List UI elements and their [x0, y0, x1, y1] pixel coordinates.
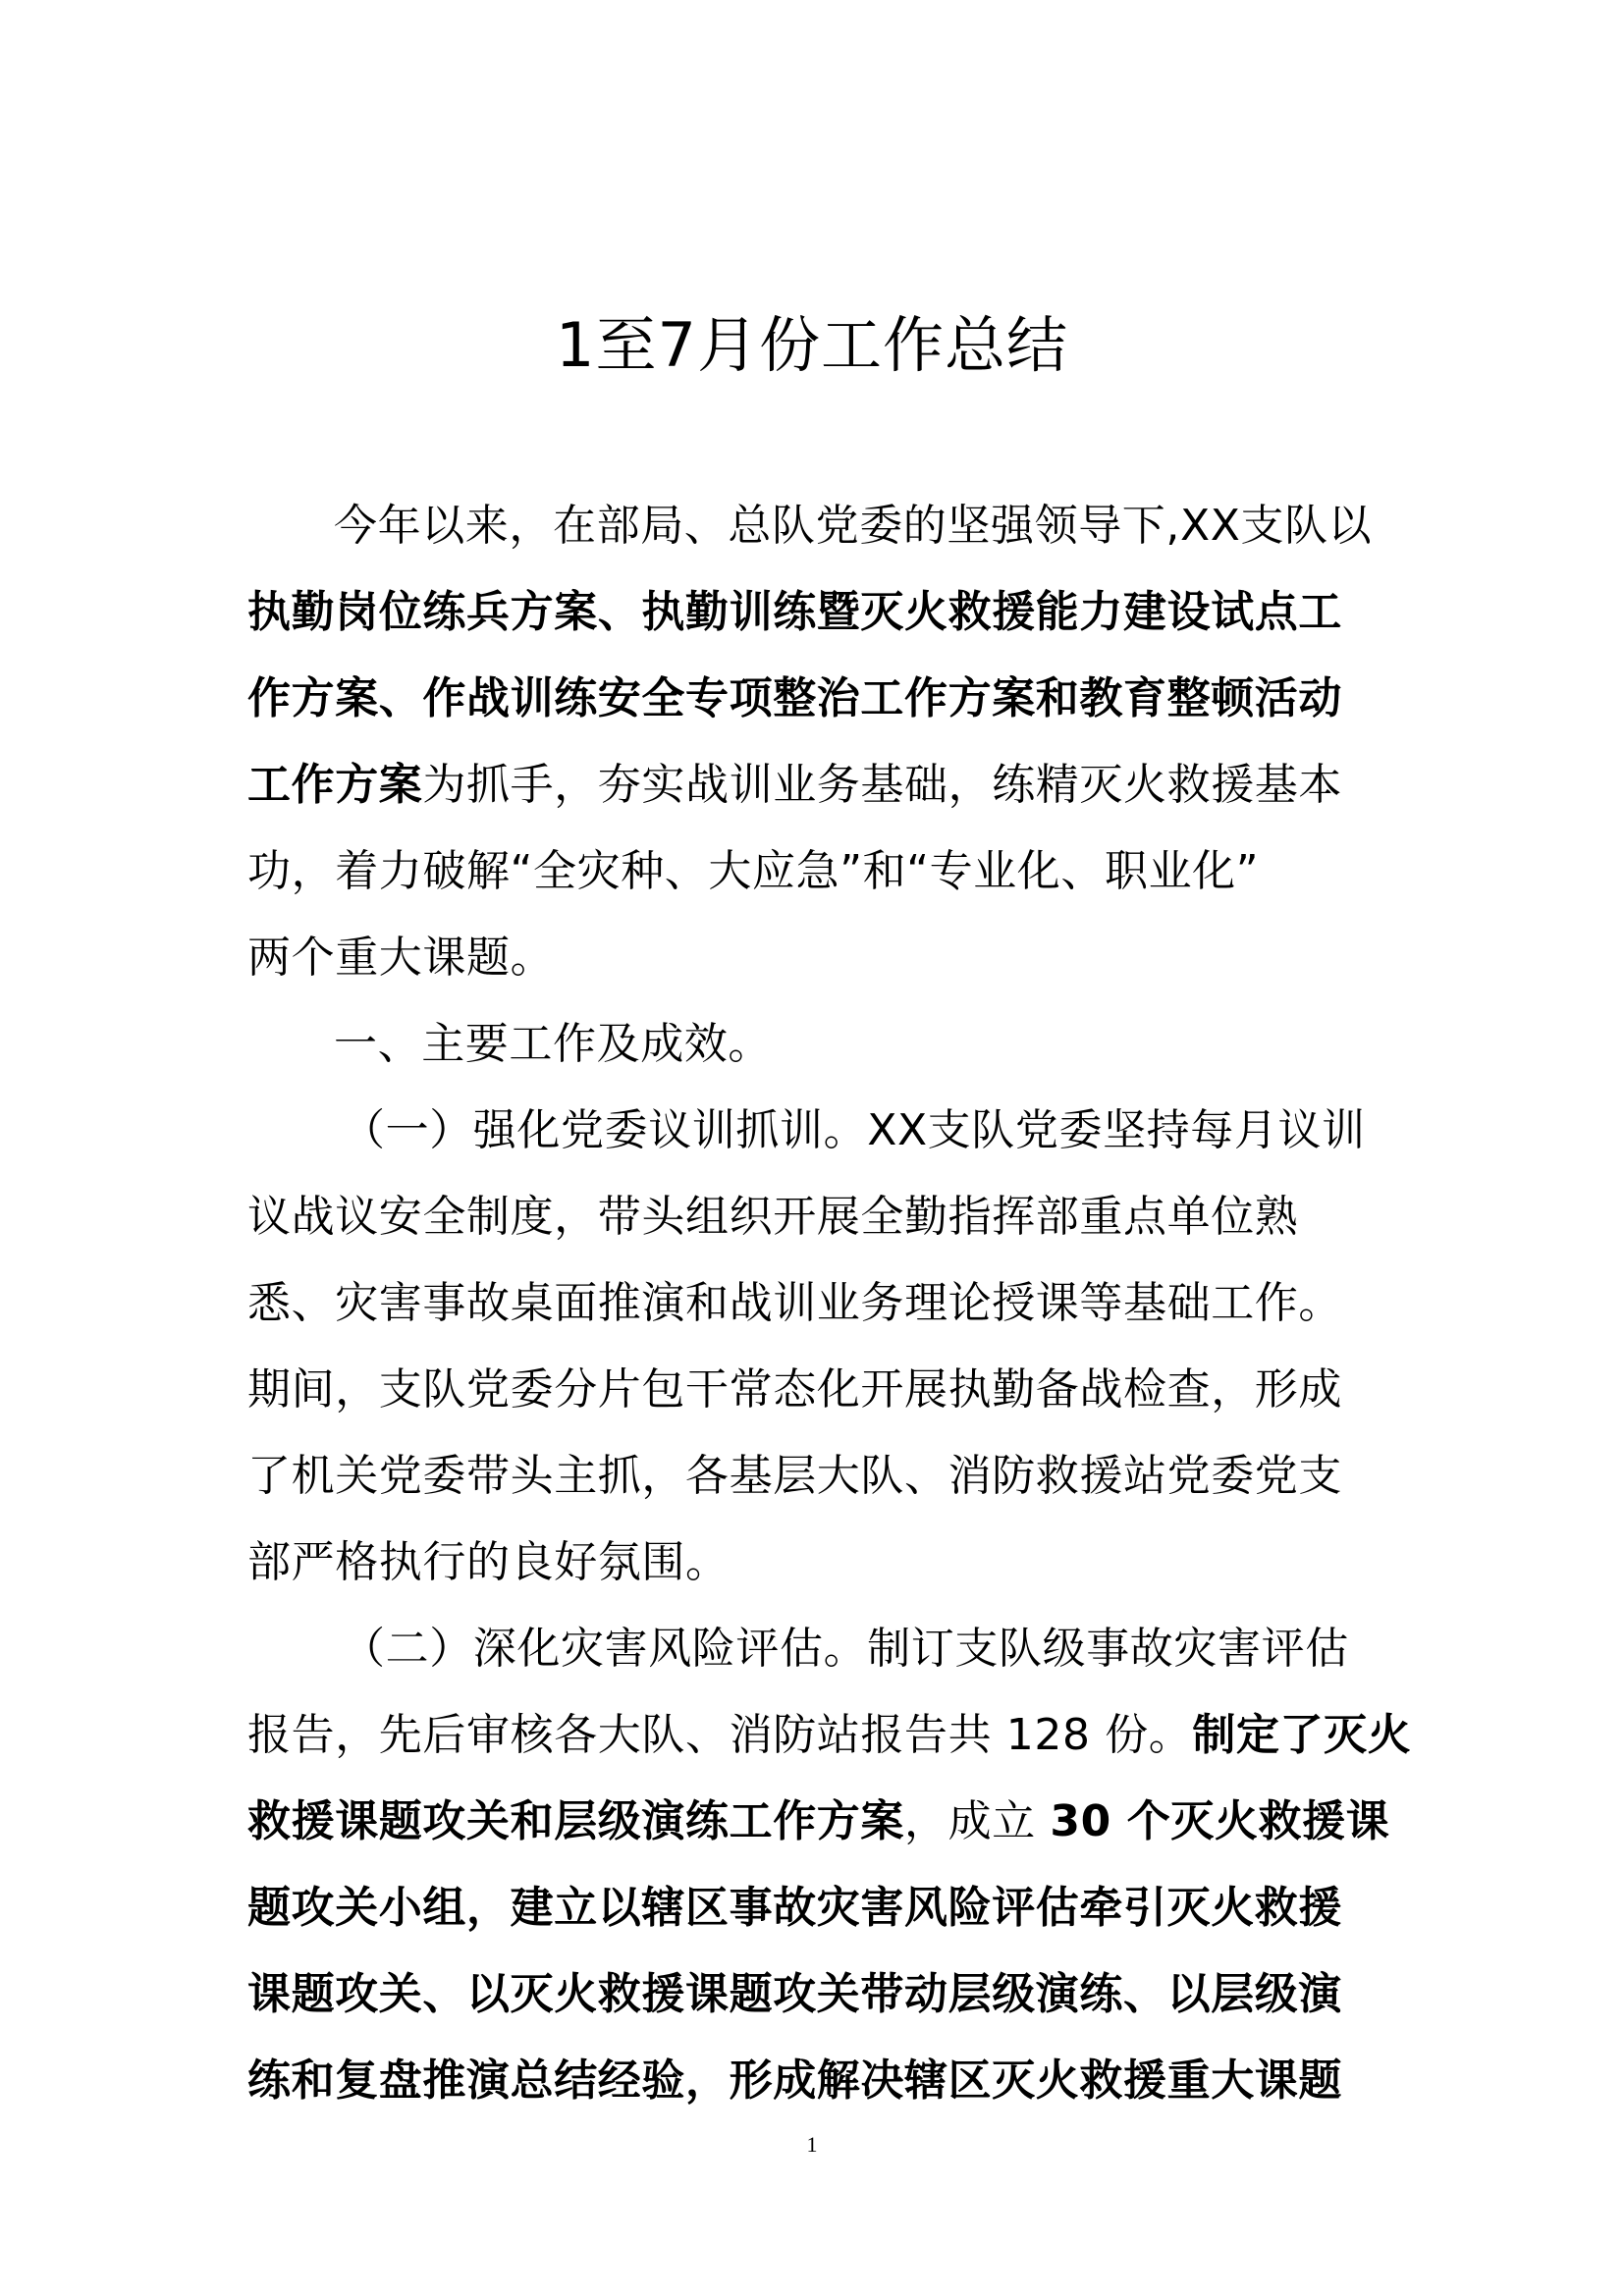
- text-run: 了机关党委带头主抓，各基层大队、消防救援站党委党支: [247, 1451, 1342, 1501]
- text-run: 工作方案: [247, 760, 423, 810]
- page-number: 1: [806, 2132, 818, 2157]
- paragraph-intro-line-3: [247, 656, 1388, 742]
- text-run: 部严格执行的良好氛围。: [247, 1537, 730, 1587]
- text-run: 制定了灭火: [1192, 1710, 1412, 1760]
- text-run: 题攻关小组，建立以辖区事故灾害风险评估牵引灭火救援: [247, 1883, 1342, 1933]
- subsection-1-line-3: [247, 1260, 1388, 1347]
- text-run: 30 个灭火救援课: [1050, 1796, 1390, 1846]
- text-run: 今年以来，在部局、总队党委的坚强领导下,XX支队以: [334, 501, 1373, 551]
- text-run: 为抓手，夯实战训业务基础，练精灭火救援基本: [422, 760, 1343, 810]
- subsection-1-line-5: [247, 1433, 1388, 1520]
- subsection-2-line-6: [247, 2038, 1388, 2124]
- document-title: 1至7月份工作总结: [556, 309, 1068, 381]
- text-run: 执勤岗位练兵方案、执勤训练暨灭火救援能力建设试点工: [247, 587, 1342, 637]
- subsection-2-line-4: [247, 1865, 1388, 1951]
- text-run: 练和复盘推演总结经验，形成解决辖区灭火救援重大课题: [247, 2056, 1342, 2106]
- text-run: 作方案、作战训练安全专项整治工作方案和教育整顿活动: [247, 673, 1342, 723]
- paragraph-intro-line-1: [247, 483, 1388, 569]
- text-run: 课题攻关、以灭火救援课题攻关带动层级演练、以层级演: [247, 1969, 1342, 2019]
- text-run: （一）强化党委议训抓训。XX支队党委坚持每月议训: [342, 1105, 1366, 1155]
- subsection-2-line-3: [247, 1779, 1388, 1865]
- subsection-2-line-2: [247, 1692, 1412, 1779]
- text-run: ，成立: [904, 1796, 1051, 1846]
- subsection-2-line-5: [247, 1951, 1388, 2038]
- text-run: 悉、灾害事故桌面推演和战训业务理论授课等基础工作。: [247, 1278, 1342, 1328]
- document-body: [247, 483, 1412, 2124]
- text-run: 期间，支队党委分片包干常态化开展执勤备战检查，形成: [247, 1364, 1342, 1415]
- paragraph-intro-line-5: [247, 828, 1388, 915]
- subsection-1-line-1: [247, 1088, 1388, 1174]
- text-run: 一、主要工作及成效。: [334, 1019, 772, 1069]
- text-run: 救援课题攻关和层级演练工作方案: [247, 1796, 904, 1846]
- text-run: 两个重大课题。: [247, 933, 555, 983]
- subsection-1-line-4: [247, 1347, 1388, 1433]
- text-run: 功，着力破解“全灾种、大应急”和“专业化、职业化”: [247, 846, 1260, 896]
- subsection-1-line-2: [247, 1174, 1388, 1260]
- text-run: 报告，先后审核各大队、消防站报告共 128 份。: [247, 1710, 1193, 1760]
- subsection-2-line-1: [247, 1606, 1388, 1692]
- paragraph-intro-line-6: [247, 915, 1388, 1001]
- text-run: 议战议安全制度，带头组织开展全勤指挥部重点单位熟: [247, 1192, 1299, 1242]
- subsection-1-line-6: [247, 1520, 1388, 1606]
- section-heading-1: [247, 1001, 1388, 1088]
- paragraph-intro-line-4: [247, 742, 1388, 828]
- paragraph-intro-line-2: [247, 569, 1388, 656]
- text-run: （二）深化灾害风险评估。制订支队级事故灾害评估: [342, 1624, 1349, 1674]
